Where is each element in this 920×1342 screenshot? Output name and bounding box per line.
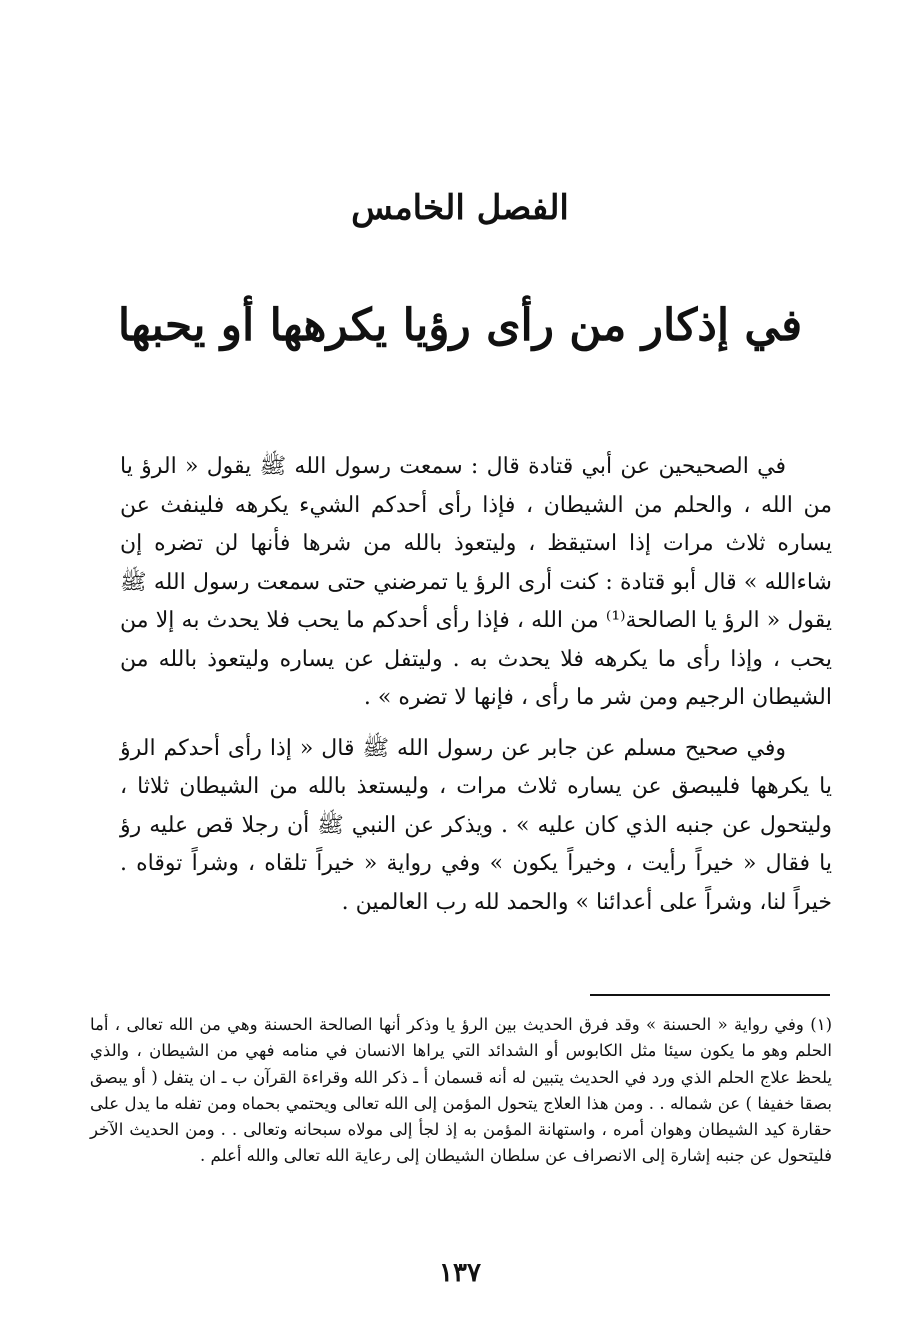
footnote-separator (590, 994, 830, 996)
footnote-marker: (١) (810, 1015, 832, 1034)
main-text (120, 448, 832, 922)
page-number: ١٣٧ (439, 1258, 481, 1288)
paragraph-2: وفي صحيح مسلم عن جابر عن رسول الله ﷺ قال « إذا رأى أحدكم الرؤ يا يكرهها فليبصق عن يساره ثلاث مرات ، وليستعذ بالله من الشيطان ثلاثا ، وليتحول عن جنبه الذي كان عليه » . ويذكر عن النبي ﷺ أن رجلا قص عليه رؤ يا فقال « خيراً رأيت ، وخيراً يكون » وفي رواية « خيراً تلقاه ، وشراً توقاه . خيراً لنا، وشراً على أعدائنا » والحمد لله رب العالمين . (120, 735, 832, 915)
chapter-title: في إذكار من رأى رؤيا يكرهها أو يحبها (117, 300, 803, 351)
chapter-heading: الفصل الخامس (351, 188, 569, 228)
paragraph-1: في الصحيحين عن أبي قتادة قال : سمعت رسول الله ﷺ يقول « الرؤ يا من الله ، والحلم من الشيطان ، فإذا رأى أحدكم الشيء يكرهه فلينفث عن يساره ثلاث مرات إذا استيقظ ، وليتعوذ بالله من شرها فأنها لن تضره إن شاءالله » قال أبو قتادة : كنت أرى الرؤ يا تمرضني حتى سمعت رسول الله ﷺ يقول « الرؤ يا الصالحة⁽¹⁾ من الله ، فإذا رأى أحدكم ما يحب فلا يحدث به إلا من يحب ، وإذا رأى ما يكرهه فلا يحدث به . وليتفل عن يساره وليتعوذ بالله من الشيطان الرجيم ومن شر ما رأى ، فإنها لا تضره » . (120, 454, 832, 710)
footnote (90, 1012, 832, 1170)
footnote-text: وفي رواية « الحسنة » وقد فرق الحديث بين الرؤ يا وذكر أنها الصالحة الحسنة وهي من الله تعالى ، أما الحلم وهو ما يكون سيئا مثل الكابوس أو الشدائد التي يراها الانسان في منامه فهي من الشيطان ، والذي يلحظ علاج الحلم الذي ورد في الحديث يتبين له أنه قسمان أ ـ ذكر الله وقراءة القرآن ب ـ ان يتفل ( أو يبصق بصقا خفيفا ) عن شماله . . ومن هذا العلاج يتحول المؤمن إلى الله تعالى ويحتمي بحماه ومن تفله ما يدل على حقارة كيد الشيطان وهوان أمره ، واستهانة المؤمن به إذ لجأ إلى مولاه سبحانه وتعالى . . ومن الحديث الآخر فليتحول عن جنبه إشارة إلى الانصراف عن سلطان الشيطان إلى رعاية الله تعالى والله أعلم . (90, 1015, 832, 1166)
